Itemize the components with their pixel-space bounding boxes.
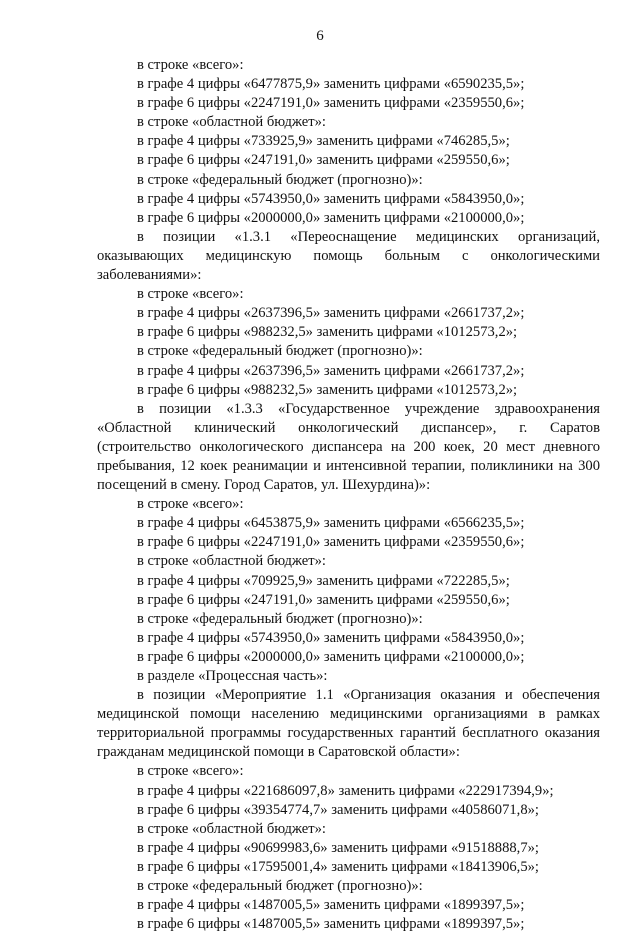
- document-paragraph: в разделе «Процессная часть»:: [137, 668, 328, 684]
- document-paragraph: в строке «федеральный бюджет (прогнозно)»:: [137, 171, 423, 188]
- document-paragraph: в графе 4 цифры «6453875,9» заменить цифрами «6566235,5»;: [137, 515, 525, 532]
- document-paragraph: в строке «всего»:: [137, 57, 244, 73]
- document-paragraph: в графе 6 цифры «2247191,0» заменить цифрами «2359550,6»;: [137, 534, 525, 551]
- document-paragraph: в графе 6 цифры «1487005,5» заменить цифрами «1899397,5»;: [137, 916, 525, 933]
- document-paragraph: в графе 6 цифры «988232,5» заменить цифрами «1012573,2»;: [137, 324, 518, 341]
- document-paragraph: в позиции «Мероприятие 1.1 «Организация оказания и обеспечения медицинской помощи населению медицинскими организациями в рамках территориальной программы государственных гарантий бесплатного оказания гражданам медицинской помощи в Саратовской области»:: [97, 687, 600, 761]
- document-paragraph: в графе 6 цифры «988232,5» заменить цифрами «1012573,2»;: [137, 381, 518, 398]
- document-paragraph: в строке «областной бюджет»:: [137, 114, 326, 131]
- document-paragraph: в строке «областной бюджет»:: [137, 820, 326, 837]
- document-paragraph: в графе 4 цифры «733925,9» заменить цифрами «746285,5»;: [137, 133, 510, 150]
- document-paragraph: в графе 6 цифры «2000000,0» заменить цифрами «2100000,0»;: [137, 209, 525, 226]
- document-paragraph: в строке «всего»:: [137, 763, 244, 780]
- document-paragraph: в графе 6 цифры «247191,0» заменить цифрами «259550,6»;: [137, 591, 510, 608]
- document-paragraph: в позиции «1.3.3 «Государственное учреждение здравоохранения «Областной клинический онкологический диспансер», г. Саратов (строительство онкологического диспансера на 200 коек, 20 мест дневного пребывания, 12 коек реанимации и интенсивной терапии, поликлиники на 300 посещений в смену. Город Саратов, ул. Шехурдина)»:: [97, 400, 600, 494]
- document-paragraph: в строке «всего»:: [137, 496, 244, 513]
- document-paragraph: в графе 4 цифры «709925,9» заменить цифрами «722285,5»;: [137, 572, 510, 589]
- document-paragraph: в графе 4 цифры «6477875,9» заменить цифрами «6590235,5»;: [137, 76, 525, 93]
- document-paragraph: в графе 6 цифры «17595001,4» заменить цифрами «18413906,5»;: [137, 858, 539, 875]
- document-paragraph: в строке «областной бюджет»:: [137, 553, 326, 570]
- document-paragraph: в графе 4 цифры «221686097,8» заменить цифрами «222917394,9»;: [137, 782, 554, 799]
- document-paragraph: в строке «федеральный бюджет (прогнозно)»:: [137, 343, 423, 360]
- document-paragraph: в графе 4 цифры «1487005,5» заменить цифрами «1899397,5»;: [137, 897, 525, 914]
- document-paragraph: в позиции «1.3.1 «Переоснащение медицинских организаций, оказывающих медицинскую помощь больным с онкологическими заболеваниями»:: [97, 228, 600, 284]
- page-number: 6: [316, 28, 324, 44]
- document-paragraph: в графе 6 цифры «247191,0» заменить цифрами «259550,6»;: [137, 152, 510, 169]
- document-paragraph: в графе 6 цифры «39354774,7» заменить цифрами «40586071,8»;: [137, 801, 539, 818]
- document-paragraph: в строке «федеральный бюджет (прогнозно)»:: [137, 610, 423, 627]
- document-paragraph: в графе 4 цифры «90699983,6» заменить цифрами «91518888,7»;: [137, 839, 539, 856]
- document-paragraph: в строке «всего»:: [137, 286, 244, 303]
- document-paragraph: в графе 4 цифры «2637396,5» заменить цифрами «2661737,2»;: [137, 362, 525, 379]
- document-paragraph: в графе 6 цифры «2000000,0» заменить цифрами «2100000,0»;: [137, 648, 525, 665]
- document-paragraph: в графе 4 цифры «5743950,0» заменить цифрами «5843950,0»;: [137, 190, 525, 207]
- document-paragraph: в строке «федеральный бюджет (прогнозно)»:: [137, 878, 423, 895]
- document-paragraph: в графе 6 цифры «2247191,0» заменить цифрами «2359550,6»;: [137, 95, 525, 112]
- document-paragraph: в графе 4 цифры «5743950,0» заменить цифрами «5843950,0»;: [137, 629, 525, 646]
- document-body: [97, 56, 600, 934]
- document-paragraph: в графе 4 цифры «2637396,5» заменить цифрами «2661737,2»;: [137, 305, 525, 322]
